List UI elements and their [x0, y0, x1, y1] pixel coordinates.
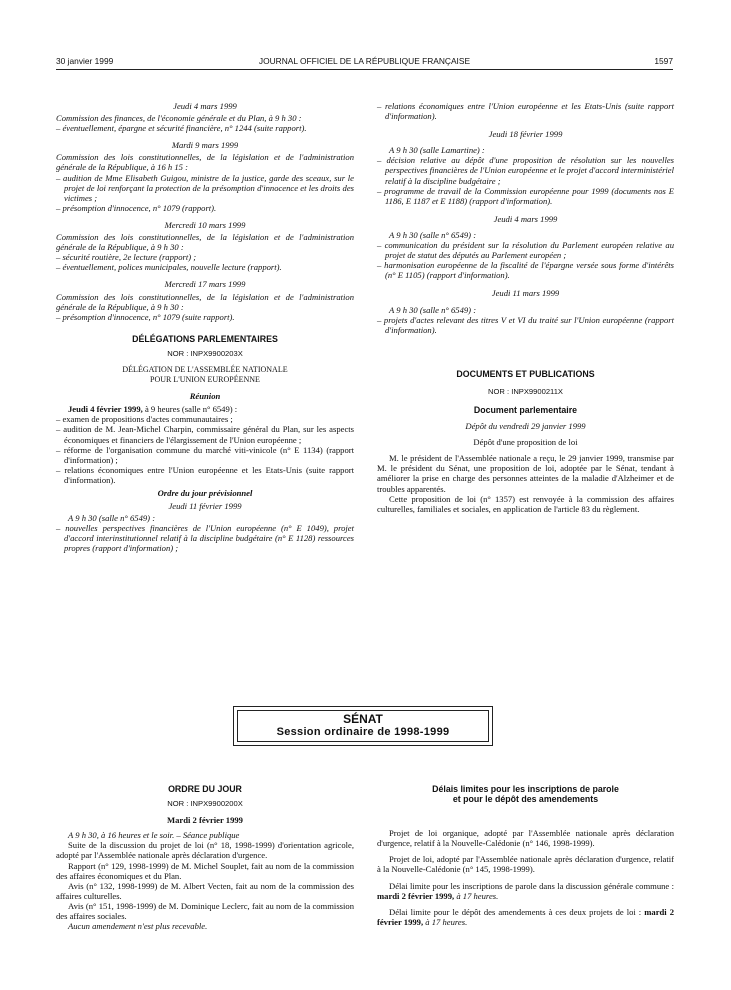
agenda-item: – relations économiques entre l'Union européenne et les Etats-Unis (suite rapport d'information).: [377, 101, 674, 122]
agenda-block-2: [56, 140, 354, 213]
agenda-block-feb18: [377, 129, 674, 206]
section-title: ORDRE DU JOUR: [168, 784, 242, 794]
senat-box: [233, 706, 493, 746]
section-title: DÉLÉGATIONS PARLEMENTAIRES: [132, 333, 278, 344]
agenda-line: Commission des lois constitutionnelles, de la législation et de l'administration générale de la République, à 16 h 15 :: [56, 152, 354, 173]
agenda-date: Mercredi 17 mars 1999: [164, 279, 246, 290]
document-paragraph: Cette proposition de loi (n° 1357) est renvoyée à la commission des affaires culturelles, familiales et sociales, en application de l'article 83 du règlement.: [377, 493, 674, 514]
ordre-date: Mardi 2 février 1999: [167, 815, 243, 826]
prev-time: A 9 h 30 (salle n° 6549) :: [68, 513, 156, 524]
delais-title: et pour le dépôt des amendements: [452, 794, 599, 805]
agenda-date: Jeudi 11 mars 1999: [491, 288, 560, 299]
ordre-paragraph: Avis (n° 132, 1998-1999) de M. Albert Vecten, fait au nom de la commission des affaires culturelles.: [56, 880, 354, 901]
header-journal: JOURNAL OFFICIEL DE LA RÉPUBLIQUE FRANÇAISE: [258, 56, 471, 66]
document-paragraph: M. le président de l'Assemblée nationale a reçu, le 29 janvier 1999, transmise par M. le président du Sénat, une proposition de loi, adoptée par le Sénat, tendant à améliorer la prise en charge des personnes atteintes de la maladie d'Alzheimer et de troubles apparentés.: [377, 453, 674, 494]
reunion-label: Réunion: [189, 391, 221, 402]
document-subtitle: Document parlementaire: [473, 404, 578, 415]
delais-paragraph: [377, 881, 674, 901]
agenda-date: Jeudi 18 février 1999: [488, 129, 563, 140]
delais-time: à 17 heures.: [423, 916, 468, 927]
agenda-line: – sécurité routière, 2e lecture (rapport) ;: [56, 252, 197, 263]
meeting-time: à 9 heures (salle n° 6549) :: [142, 404, 238, 415]
agenda-item: – harmonisation européenne de la fiscalité de l'épargne versée sous forme d'intérêts (n° E 1105) (rapport d'information).: [377, 260, 674, 281]
delais-date: mardi 2 février 1999,: [377, 890, 455, 901]
agenda-line: – audition de Mme Elisabeth Guigou, ministre de la justice, garde des sceaux, sur le projet de loi renforçant la protection de la présomption d'innocence et les droits des victimes ;: [56, 172, 354, 203]
agenda-line: Commission des finances, de l'économie générale et du Plan, à 9 h 30 :: [56, 113, 302, 124]
delais-paragraph: Projet de loi, adopté par l'Assemblée nationale après déclaration d'urgence, relatif à la Nouvelle-Calédonie (n° 145, 1998-1999).: [377, 854, 674, 875]
agenda-item: – décision relative au dépôt d'une proposition de résolution sur les nouvelles perspectives financières de l'Union européenne et le projet d'accord interministériel relatif à la discipline budgétaire ;: [377, 155, 674, 186]
meeting-date-bold: Jeudi 4 février 1999,: [68, 404, 143, 415]
agenda-item: – examen de propositions d'actes communautaires ;: [56, 414, 233, 425]
agenda-time: A 9 h 30 (salle Lamartine) :: [389, 145, 485, 156]
agenda-date: Jeudi 4 mars 1999: [493, 213, 558, 224]
depot-date: Dépôt du vendredi 29 janvier 1999: [465, 421, 586, 432]
agenda-date: Mercredi 10 mars 1999: [164, 219, 246, 230]
agenda-line: Commission des lois constitutionnelles, de la législation et de l'administration générale de la République, à 9 h 30 :: [56, 291, 354, 312]
prev-title: Ordre du jour prévisionnel: [157, 488, 253, 498]
prev-item: – nouvelles perspectives financières de l'Union européenne (n° E 1049), projet d'accord interinstitutionnel relatif à la discipline budgétaire (n° E 1128) ressources propres (rapport d'information) ;: [56, 523, 354, 554]
header-page-number: 1597: [654, 56, 673, 66]
agenda-line: – présomption d'innocence, n° 1079 (suite rapport).: [56, 311, 235, 322]
agenda-item: – communication du président sur la résolution du Parlement européen relative au projet de statut des députés au Parlement européen ;: [377, 240, 674, 261]
ordre-paragraph: Avis (n° 151, 1998-1999) de M. Dominique Leclerc, fait au nom de la commission des affaires sociales.: [56, 900, 354, 922]
agenda-time: A 9 h 30 (salle n° 6549) :: [389, 304, 477, 315]
delegations-section: [56, 334, 354, 554]
ordre-du-jour-section: [56, 784, 354, 931]
nor-code: NOR : INPX9900200X: [167, 799, 243, 809]
right-column-top: [377, 101, 674, 514]
ordre-last: Aucun amendement n'est plus recevable.: [68, 921, 208, 932]
documents-section: [377, 369, 674, 514]
delegation-name: POUR L'UNION EUROPÉENNE: [150, 375, 260, 385]
agenda-block-3: [56, 220, 354, 272]
delais-paragraph: Projet de loi organique, adopté par l'Assemblée nationale après déclaration d'urgence, relatif à la Nouvelle-Calédonie (n° 146, 1998-1999).: [377, 828, 674, 849]
senat-title: SÉNAT: [343, 712, 383, 726]
nor-code: NOR : INPX9900211X: [488, 386, 563, 396]
delais-title: Délais limites pour les inscriptions de parole: [432, 784, 619, 794]
delais-paragraph: [377, 907, 674, 927]
agenda-block-mar11: [377, 288, 674, 334]
left-column-top: [56, 101, 354, 554]
agenda-block-1: [56, 101, 354, 133]
agenda-time: A 9 h 30 (salle n° 6549) :: [389, 229, 477, 240]
agenda-line: – éventuellement, épargne et sécurité financière, n° 1244 (suite rapport).: [56, 123, 307, 134]
delais-time: à 17 heures.: [454, 890, 499, 901]
depot-title: Dépôt d'une proposition de loi: [473, 437, 578, 448]
agenda-block-mar4: [377, 214, 674, 281]
agenda-item: – projets d'actes relevant des titres V et VI du traité sur l'Union européenne (rapport d'information).: [377, 314, 674, 335]
ordre-paragraph: Rapport (n° 129, 1998-1999) de M. Michel Souplet, fait au nom de la commission des affaires économiques et du Plan.: [56, 860, 354, 881]
meeting-date: [56, 404, 354, 414]
agenda-line: – éventuellement, polices municipales, nouvelle lecture (rapport).: [56, 262, 282, 273]
agenda-block-4: [56, 279, 354, 321]
agenda-item: – programme de travail de la Commission européenne pour 1999 (documents nos E 1186, E 1187 et E 1188) (rapport d'information).: [377, 185, 674, 206]
agenda-line: Commission des lois constitutionnelles, de la législation et de l'administration générale de la République, à 9 h 30 :: [56, 232, 354, 253]
delais-date: mardi 2 février 1999,: [377, 906, 674, 927]
senat-subtitle: Session ordinaire de 1998-1999: [276, 726, 450, 738]
agenda-item: – audition de M. Jean-Michel Charpin, commissaire général du Plan, sur les aspects économiques et financiers de l'élargissement de l'Union européenne ;: [56, 424, 354, 445]
agenda-item: – réforme de l'organisation commune du marché viti-vinicole (n° E 1134) (rapport d'information) ;: [56, 444, 354, 465]
agenda-line: – présomption d'innocence, n° 1079 (rapport).: [56, 202, 217, 213]
ordre-paragraph: Suite de la discussion du projet de loi (n° 18, 1998-1999) d'orientation agricole, adopté par l'Assemblée nationale après déclaration d'urgence.: [56, 840, 354, 861]
ordre-seance: A 9 h 30, à 16 heures et le soir. – Séance publique: [68, 830, 240, 841]
page-header: [56, 56, 673, 68]
agenda-date: Jeudi 4 mars 1999: [173, 101, 237, 111]
delais-text: Délai limite pour les inscriptions de parole dans la discussion générale commune :: [389, 880, 674, 891]
agenda-item: – relations économiques entre l'Union européenne et les Etats-Unis (suite rapport d'information).: [56, 464, 354, 485]
header-rule: [56, 69, 673, 70]
agenda-date: Mardi 9 mars 1999: [171, 140, 239, 151]
prev-date: Jeudi 11 février 1999: [168, 501, 242, 512]
section-title: DOCUMENTS ET PUBLICATIONS: [456, 368, 595, 379]
delais-text: Délai limite pour le dépôt des amendements à ces deux projets de loi :: [389, 906, 645, 917]
header-date: 30 janvier 1999: [56, 56, 114, 66]
delegation-name: DÉLÉGATION DE L'ASSEMBLÉE NATIONALE: [122, 364, 288, 374]
senat-box-inner: [237, 710, 489, 742]
delais-section: [377, 784, 674, 927]
nor-code: NOR : INPX9900203X: [167, 348, 243, 358]
